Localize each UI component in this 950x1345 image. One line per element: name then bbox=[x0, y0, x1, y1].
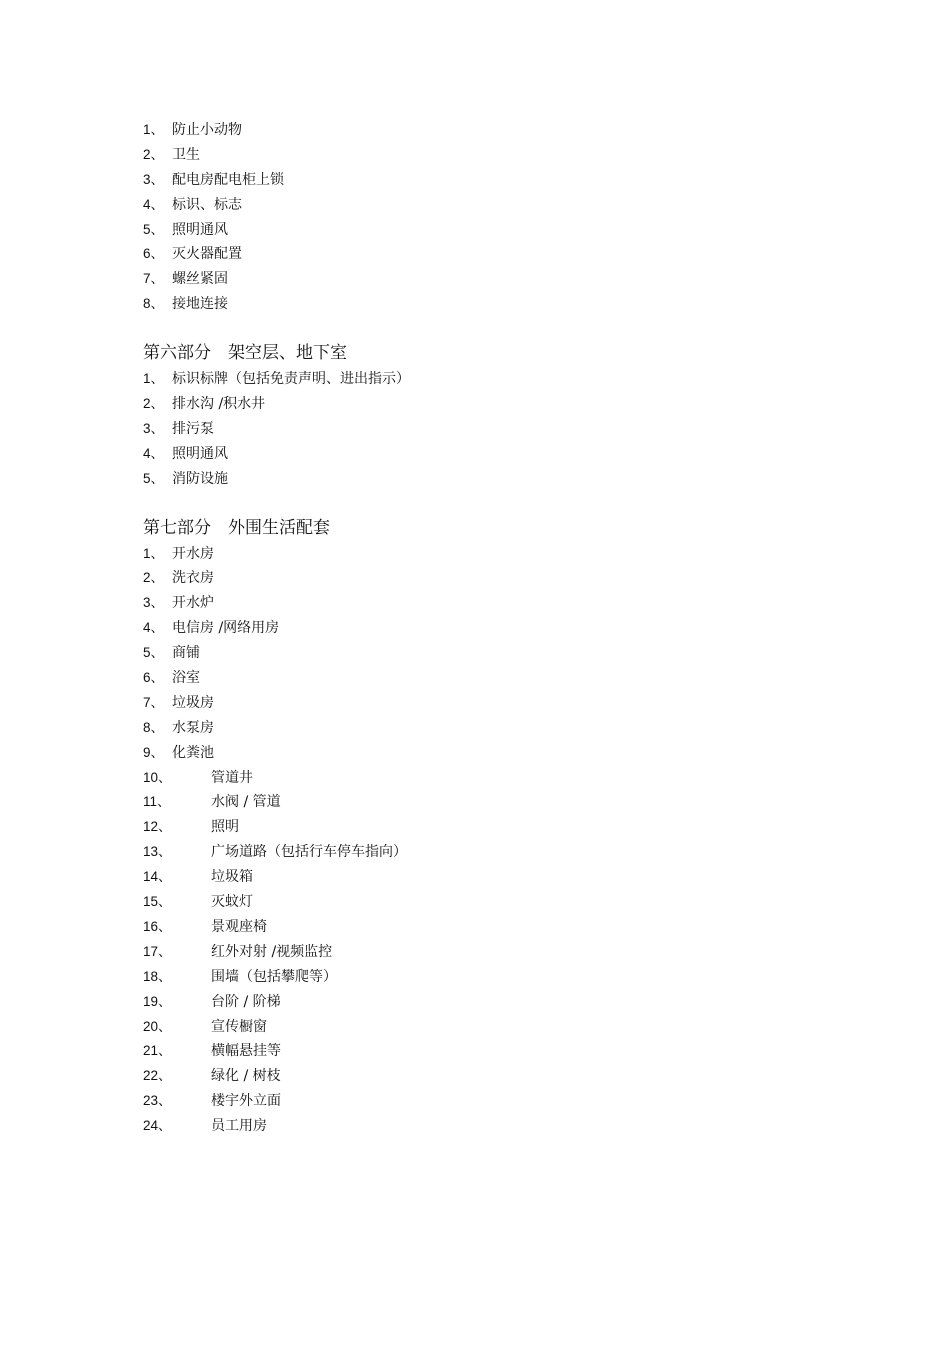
list-item bbox=[143, 442, 843, 467]
item-text: 景观座椅 bbox=[211, 918, 267, 935]
item-number: 7、 bbox=[143, 271, 165, 287]
item-text: 垃圾箱 bbox=[211, 869, 253, 886]
list-item bbox=[143, 616, 843, 641]
list-item bbox=[143, 218, 843, 243]
item-number: 22、 bbox=[143, 1068, 172, 1084]
item-text: 标识、标志 bbox=[172, 196, 242, 213]
section5-list bbox=[143, 118, 843, 317]
item-text: 绿化 / 树枝 bbox=[211, 1068, 281, 1085]
section7-list bbox=[143, 542, 843, 1139]
item-number: 20、 bbox=[143, 1018, 172, 1034]
list-item bbox=[143, 790, 843, 815]
item-text: 围墙（包括攀爬等） bbox=[211, 968, 337, 985]
item-number: 18、 bbox=[143, 968, 172, 984]
item-text: 卫生 bbox=[172, 146, 200, 163]
item-text: 横幅悬挂等 bbox=[211, 1043, 281, 1060]
item-number: 5、 bbox=[143, 645, 165, 661]
list-item bbox=[143, 417, 843, 442]
item-number: 13、 bbox=[143, 844, 172, 860]
list-item bbox=[143, 1015, 843, 1040]
item-text: 配电房配电柜上锁 bbox=[172, 171, 284, 188]
item-number: 12、 bbox=[143, 819, 172, 835]
list-item bbox=[143, 691, 843, 716]
list-item bbox=[143, 890, 843, 915]
list-item bbox=[143, 666, 843, 691]
item-text: 照明 bbox=[211, 819, 239, 836]
list-item bbox=[143, 741, 843, 766]
item-text: 照明通风 bbox=[172, 221, 228, 238]
list-item bbox=[143, 1114, 843, 1139]
list-item bbox=[143, 815, 843, 840]
item-number: 24、 bbox=[143, 1118, 172, 1134]
list-item bbox=[143, 467, 843, 492]
item-number: 14、 bbox=[143, 869, 172, 885]
item-text: 洗衣房 bbox=[172, 570, 214, 587]
list-item bbox=[143, 591, 843, 616]
item-text: 排水沟 /积水井 bbox=[172, 396, 266, 413]
item-text: 开水炉 bbox=[172, 595, 214, 612]
item-text: 台阶 / 阶梯 bbox=[211, 993, 281, 1010]
list-item bbox=[143, 193, 843, 218]
list-item bbox=[143, 965, 843, 990]
item-number: 11、 bbox=[143, 794, 171, 810]
list-item bbox=[143, 840, 843, 865]
item-text: 化粪池 bbox=[172, 744, 214, 761]
item-number: 2、 bbox=[143, 146, 165, 162]
item-text: 防止小动物 bbox=[172, 122, 242, 138]
item-number: 8、 bbox=[143, 719, 165, 735]
item-number: 19、 bbox=[143, 993, 172, 1009]
list-item bbox=[143, 915, 843, 940]
item-text: 照明通风 bbox=[172, 445, 228, 462]
item-text: 管道井 bbox=[211, 769, 253, 786]
section7-heading: 第七部分 外围生活配套 bbox=[143, 517, 330, 538]
item-text: 广场道路（包括行车停车指向） bbox=[211, 844, 407, 861]
list-item bbox=[143, 641, 843, 666]
list-item bbox=[143, 716, 843, 741]
item-number: 2、 bbox=[143, 570, 165, 586]
section6-heading: 第六部分 架空层、地下室 bbox=[143, 343, 347, 364]
list-item bbox=[143, 143, 843, 168]
item-text: 商铺 bbox=[172, 645, 200, 662]
list-item bbox=[143, 118, 843, 143]
list-item bbox=[143, 367, 843, 392]
item-text: 水泵房 bbox=[172, 719, 214, 736]
item-number: 2、 bbox=[143, 396, 165, 412]
item-number: 1、 bbox=[143, 122, 165, 137]
item-number: 9、 bbox=[143, 744, 165, 760]
item-number: 3、 bbox=[143, 595, 165, 611]
item-number: 3、 bbox=[143, 420, 165, 436]
list-item bbox=[143, 1089, 843, 1114]
list-item bbox=[143, 1064, 843, 1089]
item-number: 4、 bbox=[143, 620, 165, 636]
list-item bbox=[143, 292, 843, 317]
item-text: 楼宇外立面 bbox=[211, 1093, 281, 1110]
item-number: 10、 bbox=[143, 769, 172, 785]
item-number: 16、 bbox=[143, 918, 172, 934]
list-item bbox=[143, 242, 843, 267]
item-text: 垃圾房 bbox=[172, 694, 214, 711]
item-text: 员工用房 bbox=[211, 1118, 267, 1135]
item-number: 8、 bbox=[143, 296, 165, 312]
item-number: 17、 bbox=[143, 943, 172, 959]
item-text: 浴室 bbox=[172, 670, 200, 687]
item-text: 接地连接 bbox=[172, 296, 228, 313]
item-number: 1、 bbox=[143, 545, 165, 561]
document-page bbox=[143, 118, 843, 1139]
list-item bbox=[143, 766, 843, 791]
item-number: 23、 bbox=[143, 1093, 172, 1109]
item-text: 标识标牌（包括免责声明、进出指示） bbox=[172, 371, 410, 388]
item-text: 灭蚊灯 bbox=[211, 894, 253, 911]
item-number: 5、 bbox=[143, 470, 165, 486]
list-item bbox=[143, 566, 843, 591]
list-item bbox=[143, 990, 843, 1015]
item-number: 15、 bbox=[143, 894, 172, 910]
item-number: 21、 bbox=[143, 1043, 172, 1059]
item-number: 4、 bbox=[143, 196, 165, 212]
list-item bbox=[143, 168, 843, 193]
list-item bbox=[143, 542, 843, 567]
item-text: 螺丝紧固 bbox=[172, 271, 228, 288]
item-text: 电信房 /网络用房 bbox=[172, 620, 280, 637]
item-number: 4、 bbox=[143, 445, 165, 461]
item-text: 灭火器配置 bbox=[172, 246, 242, 263]
item-number: 1、 bbox=[143, 371, 165, 387]
item-text: 水阀 / 管道 bbox=[211, 794, 281, 811]
item-text: 宣传橱窗 bbox=[211, 1018, 267, 1035]
item-number: 6、 bbox=[143, 670, 165, 686]
item-number: 6、 bbox=[143, 246, 165, 262]
list-item bbox=[143, 267, 843, 292]
item-text: 红外对射 /视频监控 bbox=[211, 943, 333, 960]
list-item bbox=[143, 865, 843, 890]
list-item bbox=[143, 392, 843, 417]
list-item bbox=[143, 1039, 843, 1064]
item-text: 消防设施 bbox=[172, 470, 228, 487]
item-text: 开水房 bbox=[172, 545, 214, 562]
item-text: 排污泵 bbox=[172, 420, 214, 437]
item-number: 7、 bbox=[143, 694, 165, 710]
item-number: 5、 bbox=[143, 221, 165, 237]
section6-list bbox=[143, 367, 843, 491]
item-number: 3、 bbox=[143, 171, 165, 187]
list-item bbox=[143, 940, 843, 965]
